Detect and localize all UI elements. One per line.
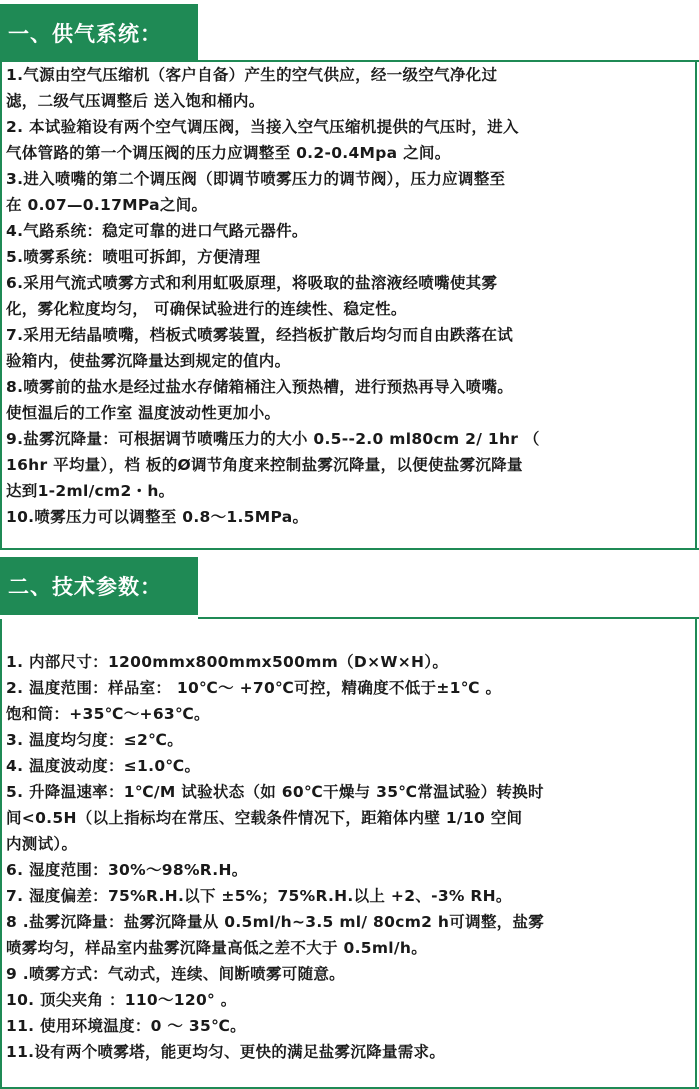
section1-header [0, 4, 198, 62]
text-line: 4.气路系统：稳定可靠的进口气路元器件。 [6, 222, 308, 240]
text-line: 化，雾化粒度均匀， 可确保试验进行的连续性、稳定性。 [6, 300, 407, 318]
text-line: 2. 本试验箱设有两个空气调压阀，当接入空气压缩机提供的气压时，进入 [6, 118, 519, 136]
section2-body [0, 619, 697, 1087]
text-line: 间<0.5H（以上指标均在常压、空载条件情况下，距箱体内壁 1/10 空间 [6, 809, 523, 827]
text-line: 5.喷雾系统：喷咀可拆卸，方便清理 [6, 248, 261, 266]
text-line: 4. 温度波动度：≤1.0℃。 [6, 757, 201, 775]
text-line: 达到1-2ml/cm2・h。 [6, 482, 175, 500]
text-line: 7. 湿度偏差：75%R.H.以下 ±5%；75%R.H.以上 +2、-3% RH。 [6, 887, 512, 905]
text-line: 在 0.07—0.17MPa之间。 [6, 196, 208, 214]
text-line: 7.采用无结晶喷嘴，档板式喷雾装置，经挡板扩散后均匀而自由跌落在试 [6, 326, 514, 344]
section1-lines [6, 62, 691, 530]
text-line: 10.喷雾压力可以调整至 0.8～1.5MPa。 [6, 508, 309, 526]
text-line: 11. 使用环境温度：0 ～ 35℃。 [6, 1017, 246, 1035]
section1-title: 一、供气系统： [8, 22, 162, 46]
text-line: 9.盐雾沉降量：可根据调节喷嘴压力的大小 0.5--2.0 ml80cm 2/ 1hr （ [6, 430, 540, 448]
text-line: 3. 温度均匀度：≤2℃。 [6, 731, 184, 749]
text-line: 内测试）。 [6, 835, 78, 853]
text-line: 6.采用气流式喷雾方式和利用虹吸原理，将吸取的盐溶液经喷嘴使其雾 [6, 274, 498, 292]
text-line: 11.设有两个喷雾塔，能更均匀、更快的满足盐雾沉降量需求。 [6, 1043, 446, 1061]
text-line: 2. 温度范围：样品室： 10℃～ +70℃可控，精确度不低于±1℃ 。 [6, 679, 502, 697]
text-line: 3.进入喷嘴的第二个调压阀（即调节喷雾压力的调节阀），压力应调整至 [6, 170, 506, 188]
text-line: 喷雾均匀，样品室内盐雾沉降量高低之差不大于 0.5ml/h。 [6, 939, 428, 957]
text-line: 滤，二级气压调整后 送入饱和桶内。 [6, 92, 265, 110]
text-line: 8.喷雾前的盐水是经过盐水存储箱桶注入预热槽，进行预热再导入喷嘴。 [6, 378, 514, 396]
text-line: 10. 顶尖夹角 ：110～120° 。 [6, 991, 237, 1009]
section1-body [0, 62, 697, 549]
text-line: 1.气源由空气压缩机（客户自备）产生的空气供应，经一级空气净化过 [6, 66, 498, 84]
text-line: 1. 内部尺寸：1200mmx800mmx500mm（D×W×H）。 [6, 653, 449, 671]
text-line: 饱和筒：+35℃～+63℃。 [6, 705, 210, 723]
text-line: 气体管路的第一个调压阀的压力应调整至 0.2-0.4Mpa 之间。 [6, 144, 451, 162]
text-line: 验箱内，使盐雾沉降量达到规定的值内。 [6, 352, 291, 370]
text-line: 16hr 平均量），档 板的Ø调节角度来控制盐雾沉降量，以便使盐雾沉降量 [6, 456, 523, 474]
section1-bottom-rule [0, 548, 699, 550]
text-line: 9 .喷雾方式：气动式，连续、间断喷雾可随意。 [6, 965, 345, 983]
section2-lines [6, 649, 691, 1065]
text-line: 8 .盐雾沉降量：盐雾沉降量从 0.5ml/h~3.5 ml/ 80cm2 h可调整，盐雾 [6, 913, 545, 931]
text-line: 6. 湿度范围：30%～98%R.H。 [6, 861, 248, 879]
text-line: 使恒温后的工作室 温度波动性更加小。 [6, 404, 281, 422]
text-line: 5. 升降温速率：1℃/M 试验状态（如 60℃干燥与 35℃常温试验）转换时 [6, 783, 544, 801]
section2-title: 二、技术参数： [8, 575, 162, 599]
section2-header [0, 557, 198, 615]
